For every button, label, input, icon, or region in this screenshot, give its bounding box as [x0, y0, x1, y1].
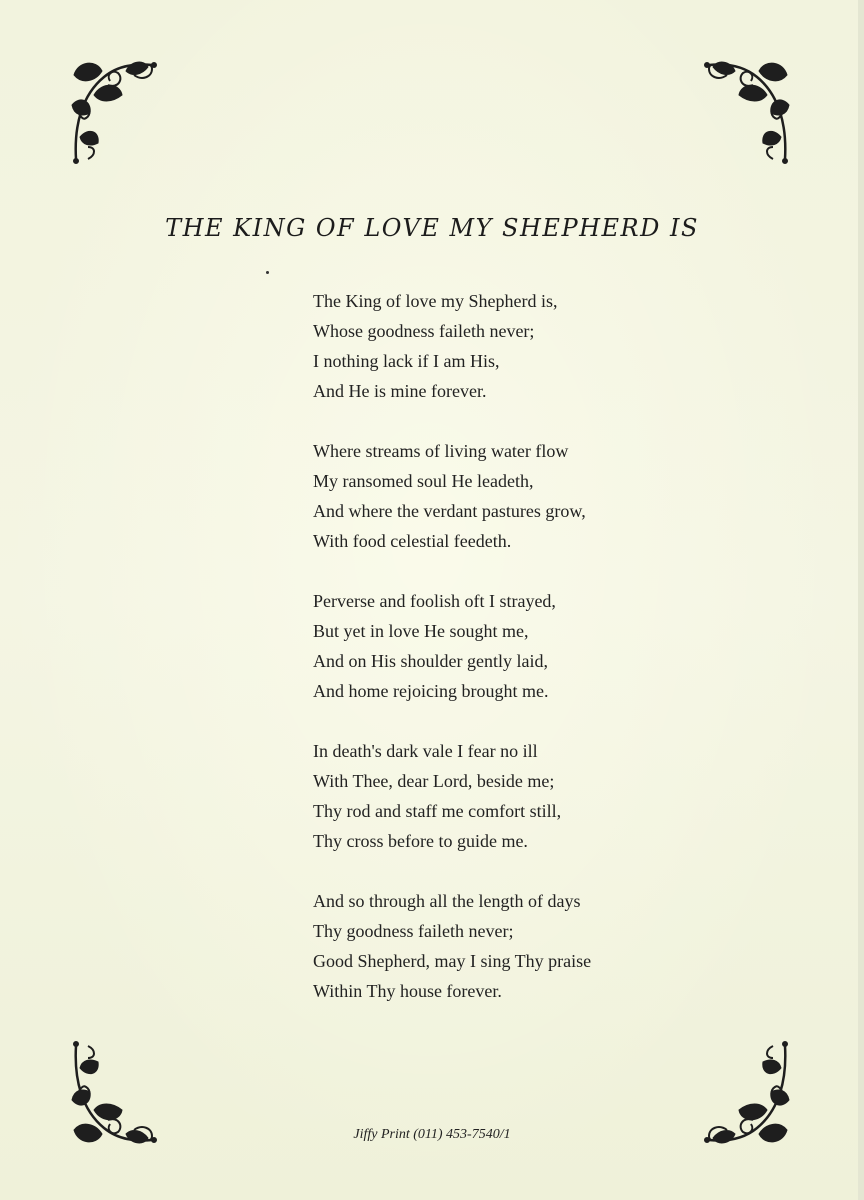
poem-line: And home rejoicing brought me. — [313, 681, 549, 701]
corner-ornament-top-right-icon — [701, 55, 793, 167]
stanza-2 — [313, 436, 591, 556]
stray-mark — [266, 271, 269, 274]
poem-line: And He is mine forever. — [313, 381, 487, 401]
poem-line: Good Shepherd, may I sing Thy praise — [313, 951, 592, 971]
poem-line: Thy rod and staff me comfort still, — [313, 801, 562, 821]
poem-line: Thy cross before to guide me. — [313, 831, 528, 851]
poem-line: And on His shoulder gently laid, — [313, 651, 548, 671]
poem-line: Where streams of living water flow — [313, 441, 569, 461]
poem-line: With food celestial feedeth. — [313, 531, 512, 551]
stanza-5 — [313, 886, 591, 1006]
poem-line: Within Thy house forever. — [313, 981, 502, 1001]
printer-credit: Jiffy Print (011) 453-7540/1 — [353, 1127, 511, 1142]
poem-line: But yet in love He sought me, — [313, 621, 529, 641]
poem-line: My ransomed soul He leadeth, — [313, 471, 534, 491]
stanza-4 — [313, 736, 591, 856]
poem-line: In death's dark vale I fear no ill — [313, 741, 538, 761]
poem-line: I nothing lack if I am His, — [313, 351, 500, 371]
poem-line: Thy goodness faileth never; — [313, 921, 514, 941]
poem-line: And so through all the length of days — [313, 891, 581, 911]
poem-line: Whose goodness faileth never; — [313, 321, 535, 341]
stanza-1 — [313, 286, 591, 406]
corner-ornament-top-left-icon — [68, 55, 160, 167]
poem-line: Perverse and foolish oft I strayed, — [313, 591, 556, 611]
hymn-poem — [313, 286, 591, 1036]
hymn-title: THE KING OF LOVE MY SHEPHERD IS — [165, 214, 699, 242]
stanza-3 — [313, 586, 591, 706]
poem-line: With Thee, dear Lord, beside me; — [313, 771, 555, 791]
poem-line: And where the verdant pastures grow, — [313, 501, 586, 521]
poem-line: The King of love my Shepherd is, — [313, 291, 558, 311]
